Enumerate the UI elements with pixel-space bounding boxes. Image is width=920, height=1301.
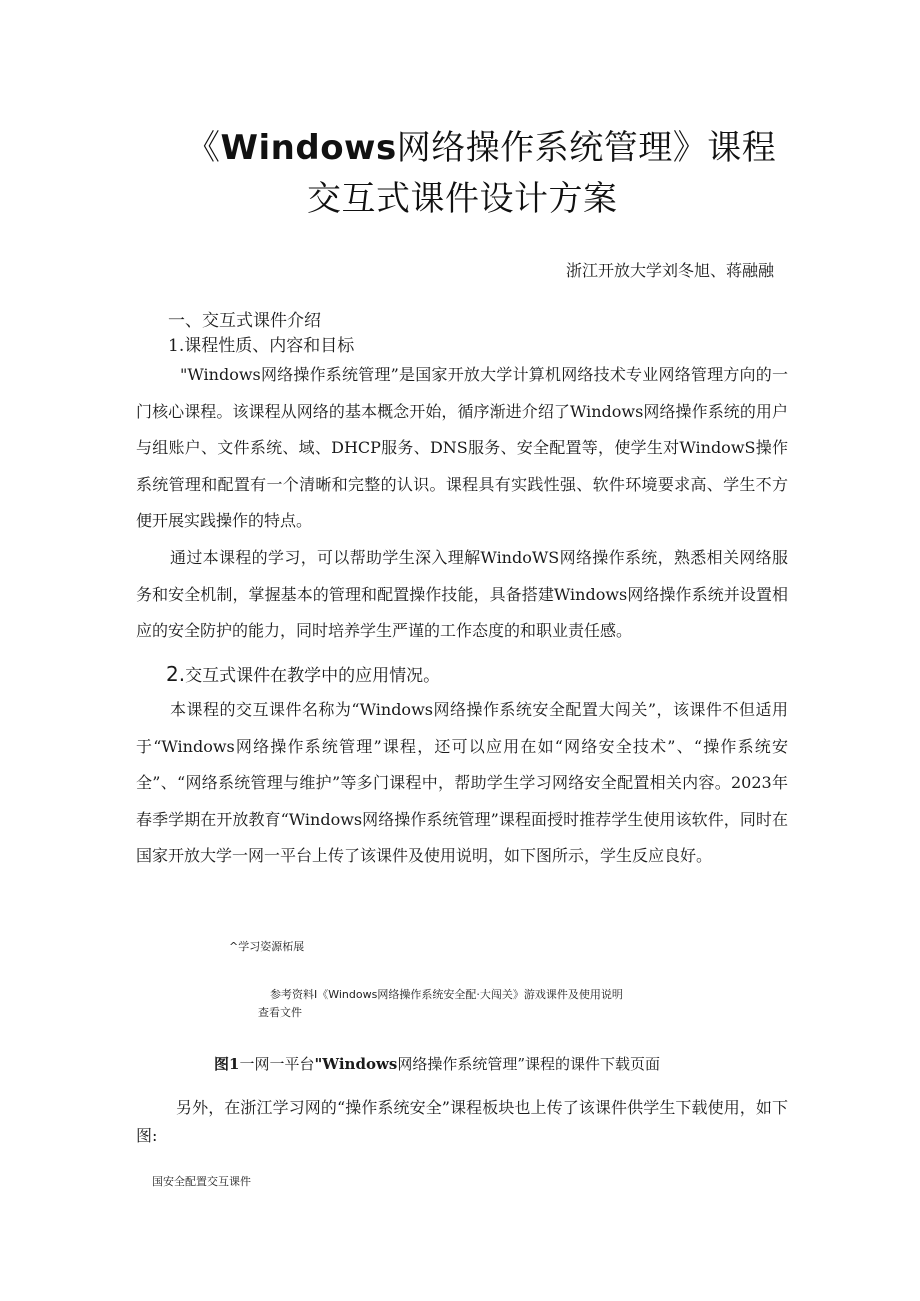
paragraph-1-text: "Windows网络操作系统管理”是国家开放大学计算机网络技术专业网络管理方向的一门核心课程。该课程从网络的基本概念开始，循序渐进介绍了Windows网络操作系统的用户与组账户、文件系统、域、DHCP服务、DNS服务、安全配置等，使学生对WindowS操作系统管理和配置有一个清晰和完整的认识。课程具有实践性强、软件环境要求高、学生不方便开展实践操作的特点。 bbox=[136, 365, 788, 530]
caption-rest: 网络操作系统管理”课程的课件下载页面 bbox=[397, 1055, 660, 1073]
section-heading: 一、交互式课件介绍 bbox=[168, 311, 321, 331]
figure2-label: 国安全配置交互课件 bbox=[152, 1175, 251, 1188]
title-latin: Windows bbox=[220, 128, 397, 168]
caption-figure-number: 图1 bbox=[214, 1055, 240, 1073]
title-rest: 网络操作系统管理》课程 bbox=[396, 128, 777, 168]
caption-platform: 一网一平台 bbox=[239, 1055, 315, 1073]
subsection-2-number: 2. bbox=[166, 662, 186, 686]
subsection-heading-2 bbox=[166, 661, 440, 686]
paragraph-3-text: 本课程的交互课件名称为“Windows网络操作系统安全配置大闯关”，该课件不但适用于“Windows网络操作系统管理”课程，还可以应用在如“网络安全技术”、“操作系统安全”、“网络系统管理与维护”等多门课程中，帮助学生学习网络安全配置相关内容。2023年春季学期在开放教育“Windows网络操作系统管理”课程面授时推荐学生使用该软件，同时在国家开放大学一网一平台上传了该课件及使用说明，如下图所示，学生反应良好。 bbox=[136, 700, 788, 865]
author-line: 浙江开放大学刘冬旭、蒋融融 bbox=[566, 261, 775, 280]
subsection-heading-1: 1.课程性质、内容和目标 bbox=[168, 336, 355, 356]
doc-title-line2: 交互式课件设计方案 bbox=[307, 179, 618, 219]
caption-course-latin: "Windows bbox=[314, 1055, 398, 1073]
title-open-bracket: 《 bbox=[186, 128, 221, 168]
figure1-view-file-link[interactable]: 查看文件 bbox=[258, 1006, 302, 1019]
paragraph-2-text: 通过本课程的学习，可以帮助学生深入理解WindoWS网络操作系统，熟悉相关网络服务和安全机制，掌握基本的管理和配置操作技能，具备搭建Windows网络操作系统并设置相应的安全防护的能力，同时培养学生严谨的工作态度的和职业责任感。 bbox=[136, 548, 788, 640]
paragraph-3 bbox=[136, 692, 788, 875]
paragraph-2 bbox=[136, 540, 788, 650]
doc-title-line1 bbox=[186, 120, 776, 169]
subsection-2-title: 交互式课件在教学中的应用情况。 bbox=[185, 666, 441, 686]
paragraph-4 bbox=[136, 1094, 788, 1150]
figure1-caption bbox=[214, 1053, 660, 1074]
figure1-reference-link[interactable]: 参考资料I《Windows网络操作系统安全配·大闯关》游戏课件及使用说明 bbox=[270, 988, 623, 1001]
paragraph-4-text: 另外，在浙江学习网的“操作系统安全”课程板块也上传了该课件供学生下载使用，如下图: bbox=[136, 1098, 788, 1145]
figure1-resource-label: ^学习姿源柘展 bbox=[229, 940, 305, 953]
paragraph-1 bbox=[136, 357, 788, 540]
